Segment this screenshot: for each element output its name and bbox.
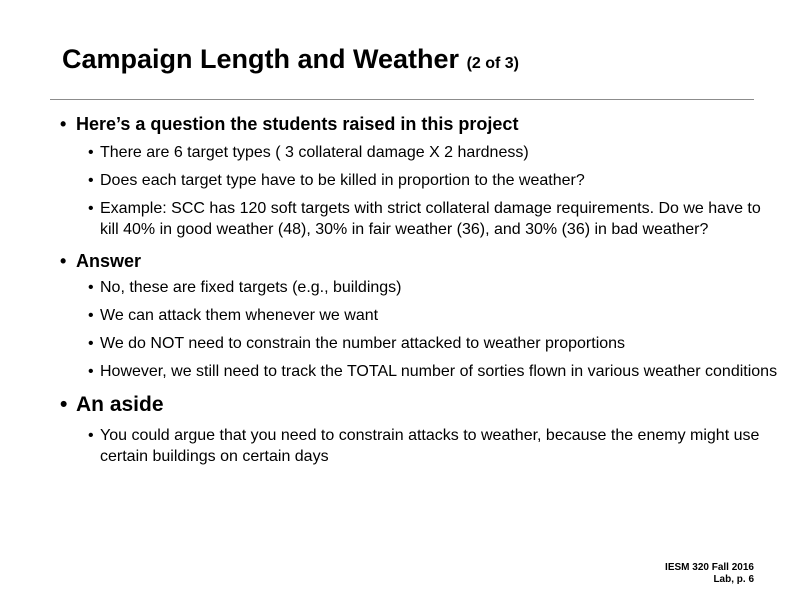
sub-bullet-text: We do NOT need to constrain the number attacked to weather proportions: [100, 335, 626, 352]
sub-bullet-dot: •: [88, 172, 94, 189]
sub-bullet-text: There are 6 target types ( 3 collateral damage X 2 hardness): [100, 144, 529, 161]
sub-bullet: [60, 170, 780, 191]
title-divider: [50, 99, 754, 100]
slide-content: [60, 113, 780, 467]
bullet-text: An aside: [76, 393, 164, 416]
sub-bullet: [60, 425, 780, 467]
sub-bullet: [60, 305, 780, 326]
footer-course: IESM 320 Fall 2016: [665, 562, 754, 573]
sub-bullet-text: Does each target type have to be killed in proportion to the weather?: [100, 172, 585, 189]
sub-bullet-text: However, we still need to track the TOTAL number of sorties flown in various weather conditions: [100, 363, 778, 380]
slide-title-part: (2 of 3): [466, 55, 520, 72]
bullet-text: Answer: [76, 251, 142, 271]
bullet-answer: [60, 250, 780, 272]
sub-bullet-dot: •: [88, 363, 94, 380]
sub-bullet: [60, 277, 780, 298]
sub-bullet-dot: •: [88, 279, 94, 296]
sub-bullet: [60, 142, 780, 163]
slide-footer: [665, 562, 754, 586]
sub-bullet-text: Example: SCC has 120 soft targets with strict collateral damage requirements. Do we have to kill 40% in good weather (48), 30% in fair weather (36), and 30% (36) in bad weather?: [100, 200, 761, 238]
sub-bullet-dot: •: [88, 200, 94, 217]
sub-bullet-text: You could argue that you need to constrain attacks to weather, because the enemy might use certain buildings on certain days: [100, 427, 760, 465]
sub-bullet: [60, 198, 780, 240]
sub-bullet-dot: •: [88, 307, 94, 324]
sub-bullet-dot: •: [88, 335, 94, 352]
sub-bullet-dot: •: [88, 427, 94, 444]
slide-title: [62, 44, 519, 75]
sub-bullet: [60, 361, 780, 382]
bullet-question: [60, 113, 780, 135]
bullet-dot: •: [60, 393, 68, 416]
sub-bullet-text: No, these are fixed targets (e.g., buildings): [100, 279, 402, 296]
slide-title-main: Campaign Length and Weather: [62, 44, 460, 74]
sub-bullet-dot: •: [88, 144, 94, 161]
bullet-dot: •: [60, 251, 67, 271]
footer-page-number: Lab, p. 6: [713, 574, 754, 585]
bullet-dot: •: [60, 114, 67, 134]
bullet-text: Here’s a question the students raised in this project: [76, 114, 519, 134]
sub-bullet: [60, 333, 780, 354]
sub-bullet-text: We can attack them whenever we want: [100, 307, 379, 324]
bullet-aside: [60, 392, 780, 418]
